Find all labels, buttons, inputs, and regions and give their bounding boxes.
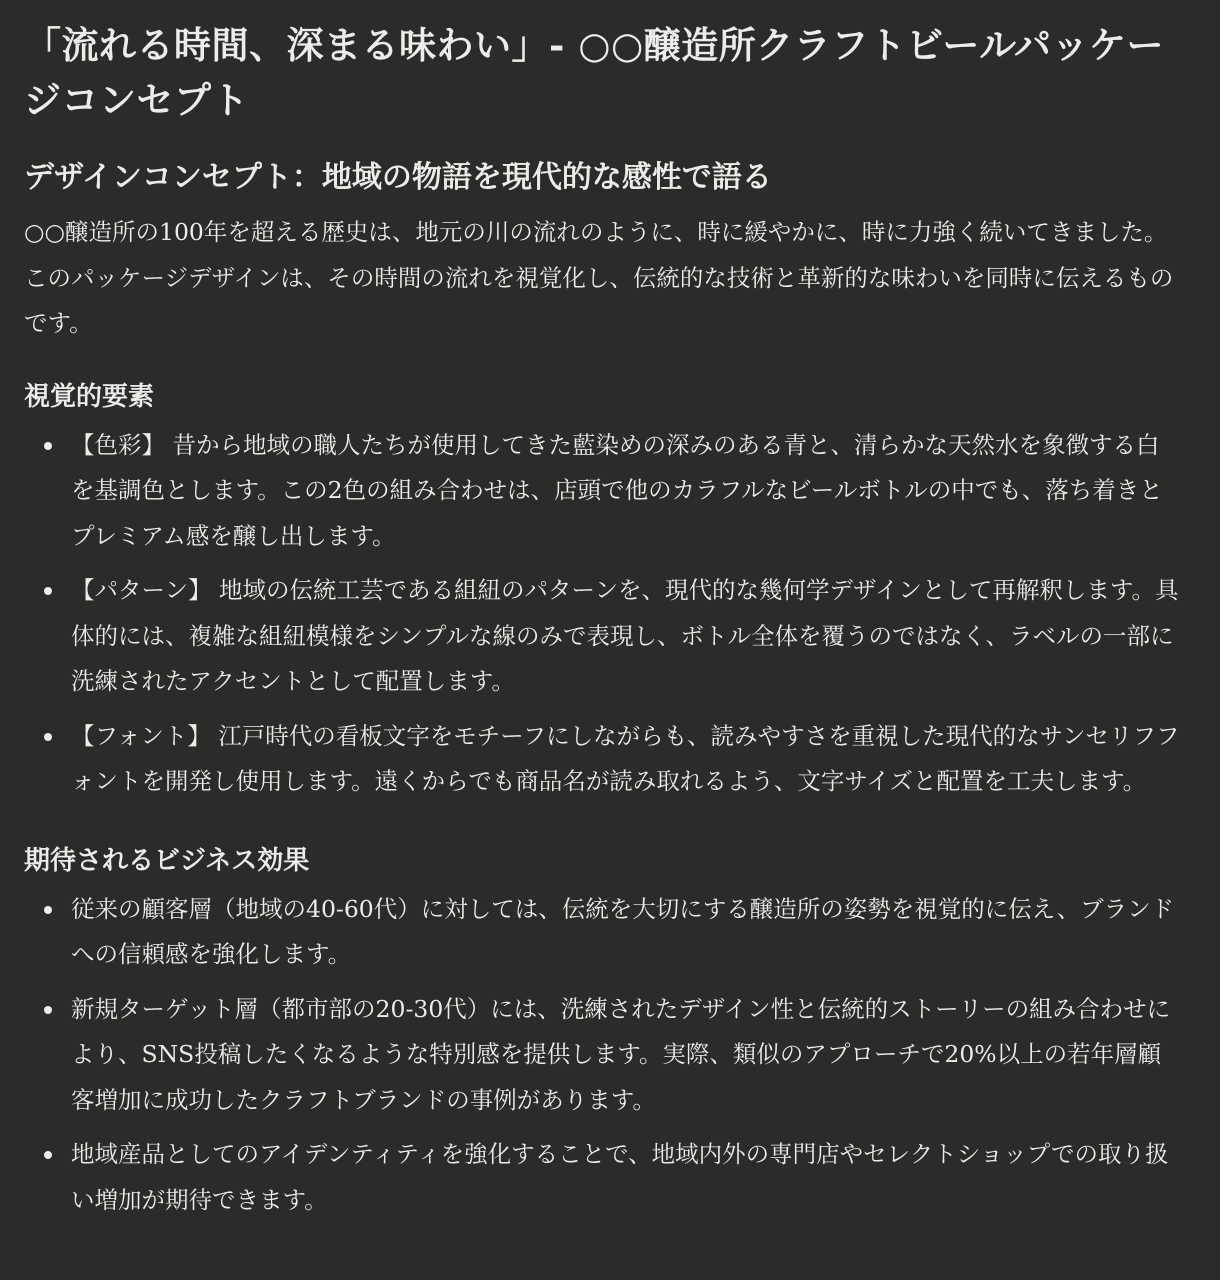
bullet-icon <box>44 906 52 914</box>
list-item-text: 【色彩】 昔から地域の職人たちが使用してきた藍染めの深みのある青と、清らかな天然水を象徴する白を基調色とします。この2色の組み合わせは、店頭で他のカラフルなビールボトルの中でも、落ち着きとプレミアム感を醸し出します。 <box>71 430 1163 550</box>
page-title: 「流れる時間、深まる味わい」- ○○醸造所クラフトビールパッケージコンセプト <box>24 23 1164 122</box>
list-item <box>71 423 1180 560</box>
concept-heading: デザインコンセプト：地域の物語を現代的な感性で語る <box>24 160 772 195</box>
intro-paragraph: ○○醸造所の100年を超える歴史は、地元の川の流れのように、時に緩やかに、時に力強く続いてきました。このパッケージデザインは、その時間の流れを視覚化し、伝統的な技術と革新的な味わいを同時に伝えるものです。 <box>24 218 1174 337</box>
list-item <box>71 1132 1180 1223</box>
bullet-icon <box>44 442 52 450</box>
visual-elements-list <box>24 423 1180 805</box>
list-item <box>71 714 1180 805</box>
business-effects-heading: 期待されるビジネス効果 <box>24 845 310 876</box>
list-item-text: 従来の顧客層（地域の40-60代）に対しては、伝統を大切にする醸造所の姿勢を視覚的に伝え、ブランドへの信頼感を強化します。 <box>71 894 1175 968</box>
list-item-text: 【フォント】 江戸時代の看板文字をモチーフにしながらも、読みやすさを重視した現代的なサンセリフフォントを開発し使用します。遠くからでも商品名が読み取れるよう、文字サイズと配置を工夫します。 <box>71 721 1180 795</box>
list-item <box>71 987 1180 1124</box>
visual-elements-heading: 視覚的要素 <box>24 381 155 412</box>
bullet-icon <box>44 1151 52 1159</box>
business-effects-list <box>24 887 1180 1224</box>
bullet-icon <box>44 587 52 595</box>
list-item-text: 地域産品としてのアイデンティティを強化することで、地域内外の専門店やセレクトショップでの取り扱い増加が期待できます。 <box>71 1140 1169 1214</box>
bullet-icon <box>44 733 52 741</box>
list-item-text: 新規ターゲット層（都市部の20-30代）には、洗練されたデザイン性と伝統的ストーリーの組み合わせにより、SNS投稿したくなるような特別感を提供します。実際、類似のアプローチで20%以上の若年層顧客増加に成功したクラフトブランドの事例があります。 <box>71 994 1171 1114</box>
list-item-text: 【パターン】 地域の伝統工芸である組紐のパターンを、現代的な幾何学デザインとして再解釈します。具体的には、複雑な組紐模様をシンプルな線のみで表現し、ボトル全体を覆うのではなく、ラベルの一部に洗練されたアクセントとして配置します。 <box>71 576 1179 695</box>
list-item <box>71 887 1180 978</box>
bullet-icon <box>44 1006 52 1014</box>
list-item <box>71 568 1180 705</box>
